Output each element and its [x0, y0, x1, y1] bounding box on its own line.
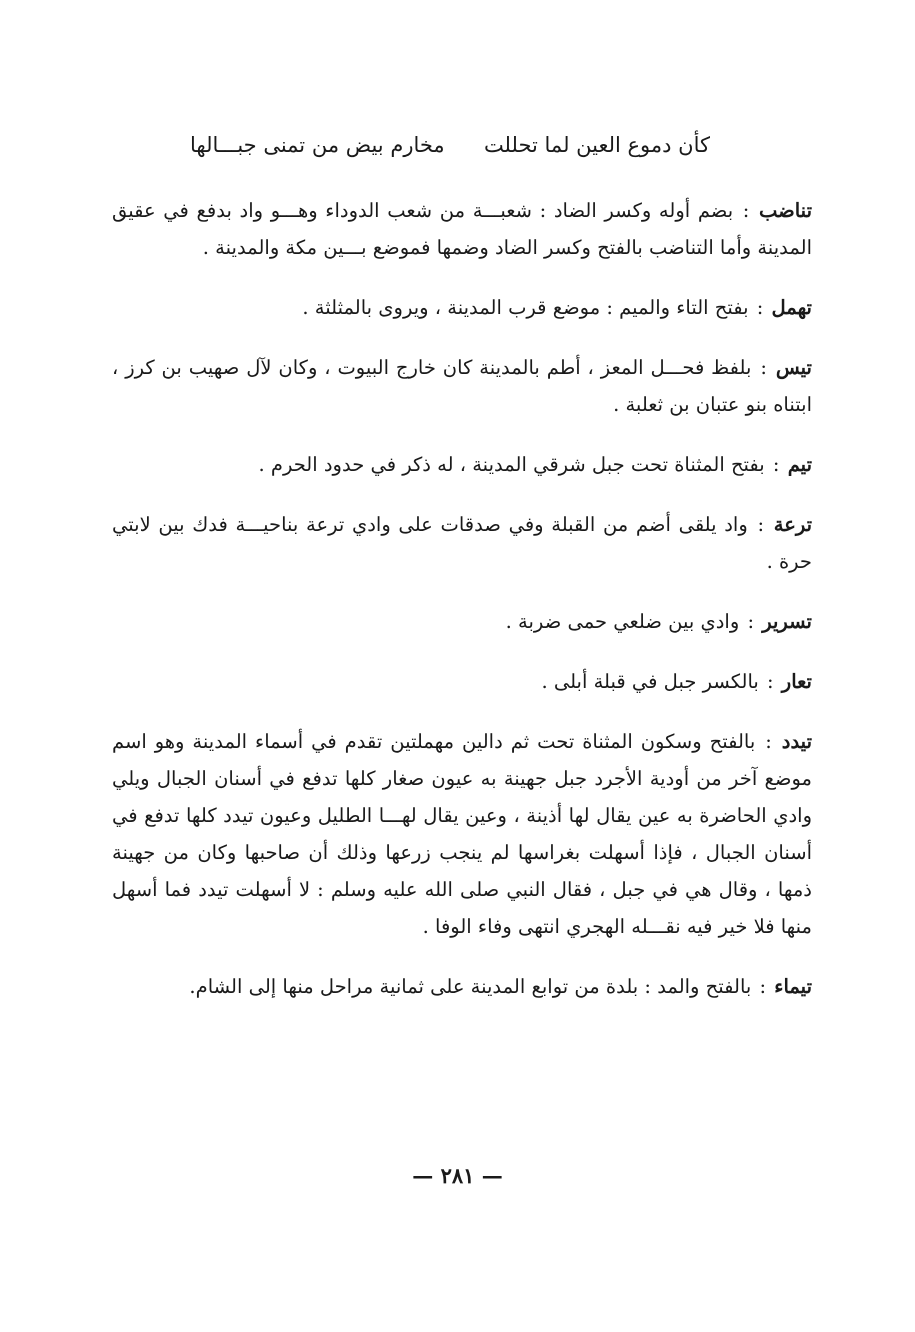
entry-separator: : — [766, 453, 786, 476]
entry — [112, 192, 812, 266]
entry-separator: : — [757, 730, 780, 753]
verse-first-hemistich: كأن دموع العين لما تحللت — [483, 133, 710, 157]
entry-text: بالكسر جبل في قبلة أبلى . — [541, 670, 759, 693]
entry-separator: : — [753, 975, 773, 998]
entry-separator: : — [750, 296, 770, 319]
entry-separator: : — [753, 356, 774, 379]
entry-term: تيم — [787, 453, 812, 476]
entry — [112, 446, 812, 483]
verse-second-hemistich: مخارم بيض من تمنى جبـــالها — [190, 133, 445, 157]
poetry-verse — [190, 130, 710, 160]
entry-separator: : — [760, 670, 780, 693]
page-number: — ٢٨١ — — [412, 1163, 503, 1188]
entry-text: بلفظ فحـــل المعز ، أطم بالمدينة كان خارج البيوت ، وكان لآل صهيب بن كرز ، ابتناه بنو عتبان بن ثعلبة . — [112, 356, 812, 416]
entry-separator: : — [741, 610, 761, 633]
entry — [112, 349, 812, 423]
entry-term: ترعة — [773, 513, 813, 536]
entry-term: تعار — [781, 670, 812, 693]
entry-term: تيماء — [774, 975, 812, 998]
entry-text: وادي بين ضلعي حمى ضربة . — [505, 610, 740, 633]
entry-term: تيدد — [781, 730, 812, 753]
entry-text: واد يلقى أضم من القبلة وفي صدقات على وادي ترعة بناحيـــة فدك بين لابتي حرة . — [112, 513, 812, 573]
entry-term: تسرير — [762, 610, 812, 633]
entry-separator: : — [749, 513, 772, 536]
entry-text: بضم أوله وكسر الضاد : شعبـــة من شعب الدوداء وهـــو واد بدفع في عقيق المدينة وأما التناضب بالفتح وكسر الضاد وضمها فموضع بـــين مكة والمدينة . — [112, 199, 812, 259]
entry — [112, 289, 812, 326]
entry — [112, 506, 812, 580]
entry-separator: : — [735, 199, 758, 222]
entry-term: تهمل — [771, 296, 812, 319]
dictionary-entries — [112, 192, 812, 1028]
entry-text: بالفتح والمد : بلدة من توابع المدينة على ثمانية مراحل منها إلى الشام. — [189, 975, 752, 998]
entry-term: تيس — [775, 356, 812, 379]
entry — [112, 968, 812, 1005]
entry-term: تناضب — [759, 199, 812, 222]
entry — [112, 663, 812, 700]
entry — [112, 723, 812, 945]
entry-text: بالفتح وسكون المثناة تحت ثم دالين مهملتين تقدم في أسماء المدينة وهو اسم موضع آخر من أودية الأجرد جبل جهينة به عيون صغار كلها تدفع في أسنان الجبال ويلي وادي الحاضرة به عين يقال لها أذينة ، وعين يقال لهـــا الطليل وعيون تيدد كلها تدفع في أسنان الجبال ، فإذا أسهلت بغراسها لم ينجب زرعها وذلك أن صاحبها وكان من جهينة ذمها ، وقال هي في جبل ، فقال النبي صلى الله عليه وسلم : لا أسهلت تيدد فما أسهل منها فلا خير فيه نقـــله الهجري انتهى وفاء الوفا . — [112, 730, 812, 938]
entry — [112, 603, 812, 640]
entry-text: بفتح التاء والميم : موضع قرب المدينة ، ويروى بالمثلثة . — [302, 296, 749, 319]
entry-text: بفتح المثناة تحت جبل شرقي المدينة ، له ذكر في حدود الحرم . — [258, 453, 765, 476]
